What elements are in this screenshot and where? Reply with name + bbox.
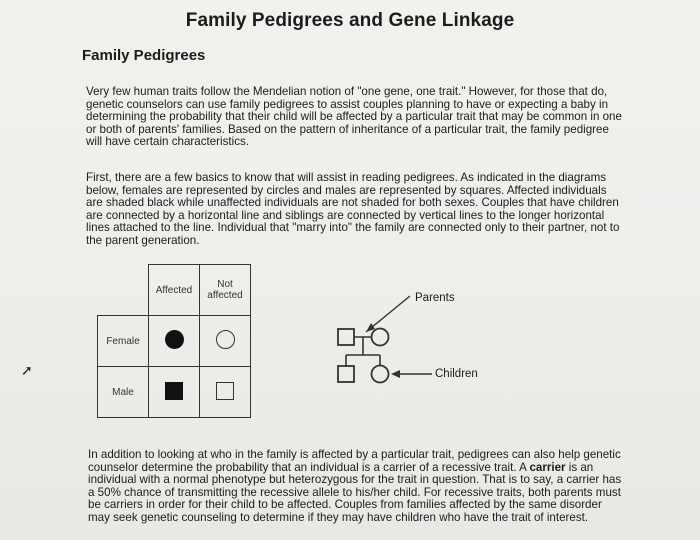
paragraph-intro: Very few human traits follow the Mendelian notion of "one gene, one trait." However, for those that do, genetic counselors can use family pedigrees to assist couples planning to have or expecting a baby in determining the probability that their child will be affected by a particular trait that may be common in one or both of parents' families. Based on the pattern of inheritance of a particular trait, the family pedigree will have certain characteristics.: [86, 85, 622, 149]
parents-label: Parents: [415, 292, 455, 304]
paragraph-carrier: [88, 449, 623, 525]
legend-corner-cell: [98, 265, 149, 316]
pedigree-symbol-legend: [97, 264, 251, 418]
legend-row-male: [98, 367, 149, 418]
legend-female-label: Female: [106, 335, 140, 347]
legend-female-unaffected-cell: [200, 316, 251, 367]
paragraph-basics: First, there are a few basics to know that will assist in reading pedigrees. As indicated in the diagrams below, females are represented by circles and males are represented by squares. Affected individuals are shaded black while unaffected individuals are not shaded for both sexes. Couples that have children are connected by a horizontal line and siblings are connected by vertical lines to the longer horizontal lines attached to the line. Individual that "marry into" the family are connected only to their partner, not to the parent generation.: [86, 171, 620, 247]
mother-circle-icon: [372, 329, 389, 346]
filled-circle-icon: [165, 330, 184, 349]
mouse-cursor-icon: ➚: [21, 362, 33, 378]
legend-not-label-line1: Not: [217, 279, 233, 290]
daughter-circle-icon: [372, 366, 389, 383]
legend-not-label-line2: affected: [207, 290, 243, 301]
legend-male-affected-cell: [149, 367, 200, 418]
legend-row-female: [98, 316, 149, 367]
filled-square-icon: [165, 382, 183, 400]
open-circle-icon: [216, 330, 235, 349]
open-square-icon: [216, 382, 234, 400]
legend-affected-label: Affected: [155, 284, 193, 296]
child-generation: [338, 366, 389, 383]
legend-male-unaffected-cell: [200, 367, 251, 418]
children-label: Children: [435, 368, 478, 380]
son-square-icon: [338, 366, 354, 382]
legend-male-label: Male: [112, 386, 134, 398]
page-title: Family Pedigrees and Gene Linkage: [185, 10, 515, 31]
legend-female-affected-cell: [149, 316, 200, 367]
legend-header-not-affected: [200, 265, 251, 316]
section-heading: Family Pedigrees: [82, 47, 206, 64]
carrier-term: carrier: [529, 460, 566, 474]
children-arrowhead-icon: [391, 370, 400, 378]
legend-header-affected: [149, 265, 200, 316]
carrier-text-part-1: In addition to looking at who in the family is affected by a particular trait, pedigrees can also help genetic counselor determine the probability that an individual is a carrier of a recessive trait. A: [88, 448, 621, 474]
father-square-icon: [338, 329, 354, 345]
carrier-text-part-2: is an individual with a normal phenotype but heterozygous for the trait in question. That is to say, a carrier has a 50% chance of transmitting the recessive allele to his/her child. For recessive traits, both parents must be carriers in order for their child to be affected. Couples from families affected by the same disorder may seek genetic counseling to determine if they may have children who have the trait of interest.: [88, 460, 622, 524]
